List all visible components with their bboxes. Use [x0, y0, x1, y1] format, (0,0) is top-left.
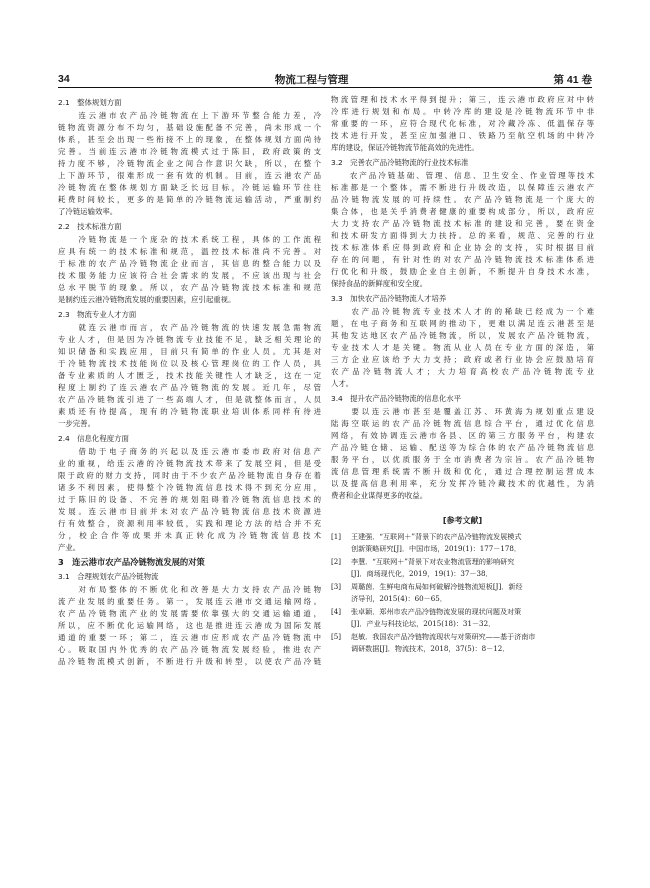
- text-line: 流产业发展的重要任务。第一，发展连云港市交通运输网络。: [58, 597, 321, 606]
- left-column: [58, 94, 321, 668]
- volume-label: 第 41 卷: [553, 73, 592, 86]
- reference-number: [2]: [331, 557, 342, 566]
- text-line: 诸多不利因素，使得整个冷链物流信息技术得不到充分应用，: [58, 483, 321, 492]
- paragraph: [58, 322, 321, 430]
- text-line: 上下游环节，很难形成一套有效的机制。目前，连云港农产品: [58, 171, 321, 180]
- text-line: 所以，应不断优化运输网络，这也是推进连云港成为国际发展: [58, 621, 321, 630]
- reference-line: 济导刊，2015(4)：60－65．: [351, 594, 447, 603]
- text-line: 行优化和升级，鼓励企业自主创新，不断提升自身技术水准，: [331, 267, 594, 276]
- text-line: 品冷链物流模式创新，不断进行升级和转型，以使农产品冷链: [58, 657, 321, 666]
- section-heading: 3.1 合理规划农产品冷链物流: [58, 572, 159, 581]
- text-line: 物流管理和技术水平得到提升；第三，连云港市政府应对中转: [331, 95, 594, 104]
- reference-number: [5]: [331, 632, 342, 641]
- text-line: 专业技术人才是关键。物流从业人员在专业方面的深造，第: [331, 343, 594, 352]
- paragraph: [58, 446, 321, 554]
- text-line: 农产品冷链物流引进了一些高端人才，但是就整体而言，人员: [58, 395, 321, 404]
- paragraph: [58, 234, 321, 306]
- section-heading: 2.3 物流专业人才方面: [58, 310, 137, 319]
- text-line: 总水平脱节的现象。所以，农产品冷链物流技术标准和规范: [58, 283, 321, 292]
- text-line: 费者和企业谋得更多的收益。: [331, 491, 428, 500]
- text-line: 农产品冷链物流产业的发展需要依靠强大的交通运输通道，: [58, 609, 321, 618]
- section-heading: 3.4 提升农产品冷链物流的信息化水平: [331, 394, 462, 403]
- text-line: 知识储备和实践应用，目前只有简单的作业人员。尤其是对: [58, 347, 321, 356]
- reference-line: [J]．产业与科技论坛，2015(18)：31－32．: [351, 619, 496, 628]
- reference-line: [J]．商场现代化，2019，19(1)：37－38．: [351, 569, 493, 578]
- reference-line: 周璐茵．生鲜电商布局如何破解冷链物流短板[J]．新经: [351, 582, 523, 591]
- text-line: 库的建设，保证冷链物流节能高效的先进性。: [331, 143, 479, 152]
- reference-item: [331, 631, 594, 655]
- paragraph: [331, 306, 594, 390]
- reference-line: 张卓颖．郑州市农产品冷链物流发展的现状问题及对策: [351, 607, 522, 616]
- section-heading: 2.1 整体规划方面: [58, 98, 122, 107]
- text-line: 冷库进行规划和布局。中转冷库的建设是冷链物流环节中非: [331, 107, 594, 116]
- text-line: 常重要的一环，应符合现代化标准，对冷藏冷冻、低温保存等: [331, 119, 594, 128]
- paragraph: [58, 584, 321, 668]
- text-line: 通道的重要一环；第二，连云港市应形成农产品冷链物流中: [58, 633, 321, 642]
- text-line: 素质还有待提高，现有的冷链物流职业培训体系同样有待进: [58, 407, 321, 416]
- text-line: 技术服务能力应该符合社会需求的发展，不应该出现与社会: [58, 271, 321, 280]
- text-line: 完善。当前连云港市冷链物流模式过于陈旧，政府政策的支: [58, 147, 321, 156]
- text-line: 大力支持农产品冷链物流技术标准的建设和完善，要在资金: [331, 219, 594, 228]
- text-line: 就连云港市而言，农产品冷链物流的快速发展急需物流: [58, 323, 321, 332]
- text-line: 分，校企合作等成果并未真正转化成为冷链物流信息技术: [58, 531, 321, 540]
- text-line: 集合体，也是关乎消费者健康的重要构成部分，所以，政府应: [331, 207, 594, 216]
- text-line: 行有效整合，资源利用率较低，实践和理论方法的结合并不充: [58, 519, 321, 528]
- text-line: 人才。: [331, 379, 354, 388]
- text-line: 发展。连云港市目前并未对农产品冷链物流信息技术资源进: [58, 507, 321, 516]
- reference-list: [331, 531, 594, 655]
- reference-line: 调研数据[J]．物流技术，2018，37(5)：8－12．: [351, 644, 510, 653]
- text-line: 持力度不够，冷链物流企业之间合作意识欠缺，所以，在整个: [58, 159, 321, 168]
- text-line: 保持食品的新鲜度和安全度。: [331, 279, 428, 288]
- journal-title: 物流工程与管理: [274, 73, 349, 86]
- text-line: 流信息管理系统需不断升级和优化，通过合理控制运营成本: [331, 467, 594, 476]
- page-number: 34: [58, 73, 70, 85]
- text-line: 农产品冷链物流专业技术人才的的稀缺已经成为一个难: [331, 307, 594, 316]
- reference-line: 李慧．“互联网＋”背景下对农业物流管理的影响研究: [351, 557, 515, 566]
- text-line: 产品冷链仓储、运输、配送等为综合体的农产品冷链物流信息: [331, 443, 594, 452]
- reference-number: [3]: [331, 582, 342, 591]
- text-line: 借助于电子商务的兴起以及连云港市委市政府对信息产: [58, 447, 321, 456]
- text-line: 冷链物流在整体规划方面缺乏长远目标，冷链运输环节往往: [58, 183, 321, 192]
- reference-line: 创新策略研究[J]．中国市场，2019(1)：177－178．: [351, 544, 521, 553]
- text-line: 以及提高信息利用率，充分发挥冷链冷藏技术的优越性，为消: [331, 479, 594, 488]
- text-line: 网络，有效协调连云港市各县、区的第三方服务平台，构建农: [331, 431, 594, 440]
- reference-item: [331, 556, 594, 580]
- text-line: 耗费时间较长，更多的是简单的冷链物流运输活动，严重制约: [58, 195, 321, 204]
- reference-item: [331, 531, 594, 555]
- text-line: 心。吸取国内外优秀的农产品冷链物流发展经验，推进农产: [58, 645, 321, 654]
- text-line: 于标准的农产品冷链物流企业而言，其信息的整合能力以及: [58, 259, 321, 268]
- text-line: 要以连云港市甚至是覆盖江苏、环黄海为规划重点建设: [331, 407, 594, 416]
- text-line: 技术标准体系应得到政府和企业协会的支持，实时根据目前: [331, 243, 594, 252]
- text-line: 体系，甚至会出现一些衔接不上的现象，在整体规划方面尚待: [58, 135, 321, 144]
- text-line: 链物流资源分布不均匀，基础设施配备不完善，尚未形成一个: [58, 123, 321, 132]
- text-line: 冷链物流是一个庞杂的技术系统工程，具体的工作流程: [58, 235, 321, 244]
- text-line: 连云港市农产品冷链物流在上下游环节整合能力差，冷: [58, 111, 321, 120]
- text-line: 农产品冷链基础、管理、信息、卫生安全、作业管理等技术: [331, 171, 594, 180]
- reference-number: [1]: [331, 532, 342, 541]
- text-line: 存在的问题，有针对性的对农产品冷链物流技术标准体系进: [331, 255, 594, 264]
- reference-number: [4]: [331, 607, 342, 616]
- reference-item: [331, 581, 594, 605]
- paragraph: [331, 94, 594, 154]
- text-line: 陆海空联运的农产品冷链物流信息综合平台，通过优化信息: [331, 419, 594, 428]
- text-line: 是制约连云港冷链物流发展的重要因素，应引起重视。: [58, 295, 236, 304]
- text-line: 于冷链物流技术技能岗位以及核心管理岗位的工作人员，具: [58, 359, 321, 368]
- text-line: 技术进行开发，甚至应加强港口、铁路乃至航空机场的中转冷: [331, 131, 594, 140]
- reference-line: 王建强．“互联网＋”背景下的农产品冷链物流发展模式: [351, 532, 522, 541]
- reference-item: [331, 606, 594, 630]
- text-line: 了冷链运输效率。: [58, 207, 118, 216]
- text-line: 品冷链物流发展的可持续性。农产品冷链物流是一个庞大的: [331, 195, 594, 204]
- text-line: 三方企业应该给予大力支持；政府或者行业协会应鼓励培育: [331, 355, 594, 364]
- section-heading: 3.3 加快农产品冷链物流人才培养: [331, 294, 447, 303]
- section-heading: 3.2 完善农产品冷链物流的行业技术标准: [331, 158, 469, 167]
- text-line: 标准都是一个整体，需不断进行升级改造，以保障连云港农产: [331, 183, 594, 192]
- paragraph: [331, 406, 594, 502]
- text-line: 业的重视，给连云港的冷链物流技术带来了发展空间，但是受: [58, 459, 321, 468]
- text-line: 服务平台，以优质服务于全市消费者为宗旨。农产品冷链物: [331, 455, 594, 464]
- text-line: 限于政府的财力支持，同时由于不少农产品冷链物流自身存在着: [58, 471, 321, 480]
- text-line: 农产品冷链物流人才；大力培育高校农产品冷链物流专业: [331, 367, 594, 376]
- text-line: 其他发达地区农产品冷链物流，所以，发展农产品冷链物流，: [331, 331, 594, 340]
- right-column: [331, 94, 594, 656]
- text-line: 对布局整体的不断优化和改善是大力支持农产品冷链物: [58, 585, 321, 594]
- references-title: [参考文献]: [442, 516, 483, 525]
- text-line: 题，在电子商务和互联网的推动下，更难以满足连云港甚至是: [331, 319, 594, 328]
- text-line: 应具有统一的技术标准和规范，温控技术标准尚不完善。对: [58, 247, 321, 256]
- text-line: 程度上制约了连云港农产品冷链物流的发展。近几年，尽管: [58, 383, 321, 392]
- text-line: 过于陈旧的设备、不完善的规划阻碍着冷链物流信息技术的: [58, 495, 321, 504]
- running-header: [58, 72, 592, 86]
- text-line: 和技术研发方面得到大力扶持。总的来看，规范、完善的行业: [331, 231, 594, 240]
- reference-line: 赵敏．我国农产品冷链物流现状与对策研究——基于济南市: [351, 632, 536, 641]
- paragraph: [331, 170, 594, 290]
- header-rule: [58, 87, 592, 88]
- text-line: 专业人才，但是因为冷链物流专业技能不足，缺乏相关理论的: [58, 335, 321, 344]
- text-line: 产业。: [58, 543, 81, 552]
- major-heading: 3 连云港市农产品冷链物流发展的对策: [58, 557, 205, 567]
- text-line: 备专业素质的人才匮乏，技术技能关键性人才缺乏，这在一定: [58, 371, 321, 380]
- paragraph: [58, 110, 321, 218]
- text-line: 一步完善。: [58, 419, 95, 428]
- section-heading: 2.2 技术标准方面: [58, 222, 122, 231]
- section-heading: 2.4 信息化程度方面: [58, 434, 129, 443]
